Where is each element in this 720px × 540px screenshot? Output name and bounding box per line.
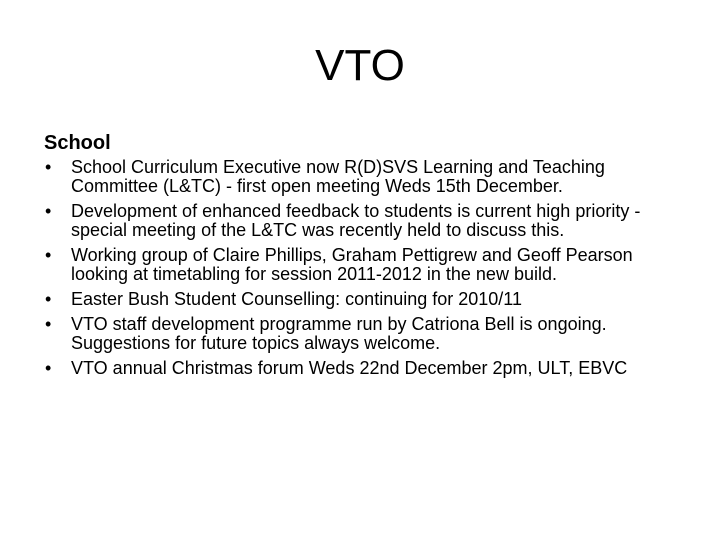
bullet-icon: • <box>45 201 52 221</box>
bullet-icon: • <box>45 289 52 309</box>
bullet-text: Easter Bush Student Counselling: continuing for 2010/11 <box>71 289 522 309</box>
bullet-item <box>44 158 684 196</box>
slide-content <box>44 129 684 384</box>
bullet-item <box>44 359 684 378</box>
bullet-item <box>44 315 684 353</box>
bullet-text: Working group of Claire Phillips, Graham Pettigrew and Geoff Pearson looking at timetabling for session 2011-2012 in the new build. <box>71 245 633 284</box>
bullet-icon: • <box>45 358 52 378</box>
bullet-icon: • <box>45 245 52 265</box>
bullet-text: School Curriculum Executive now R(D)SVS Learning and Teaching Committee (L&TC) - first open meeting Weds 15th December. <box>71 157 605 196</box>
bullet-icon: • <box>45 314 52 334</box>
bullet-text: VTO annual Christmas forum Weds 22nd December 2pm, ULT, EBVC <box>71 358 628 378</box>
bullet-item <box>44 246 684 284</box>
section-heading: School <box>44 132 111 154</box>
bullet-list <box>44 158 684 378</box>
slide-title: VTO <box>315 41 405 90</box>
bullet-text: VTO staff development programme run by Catriona Bell is ongoing. Suggestions for future topics always welcome. <box>71 314 607 353</box>
bullet-icon: • <box>45 157 52 177</box>
bullet-text: Development of enhanced feedback to students is current high priority - special meeting of the L&TC was recently held to discuss this. <box>71 201 641 240</box>
bullet-item <box>44 290 684 309</box>
bullet-item <box>44 202 684 240</box>
